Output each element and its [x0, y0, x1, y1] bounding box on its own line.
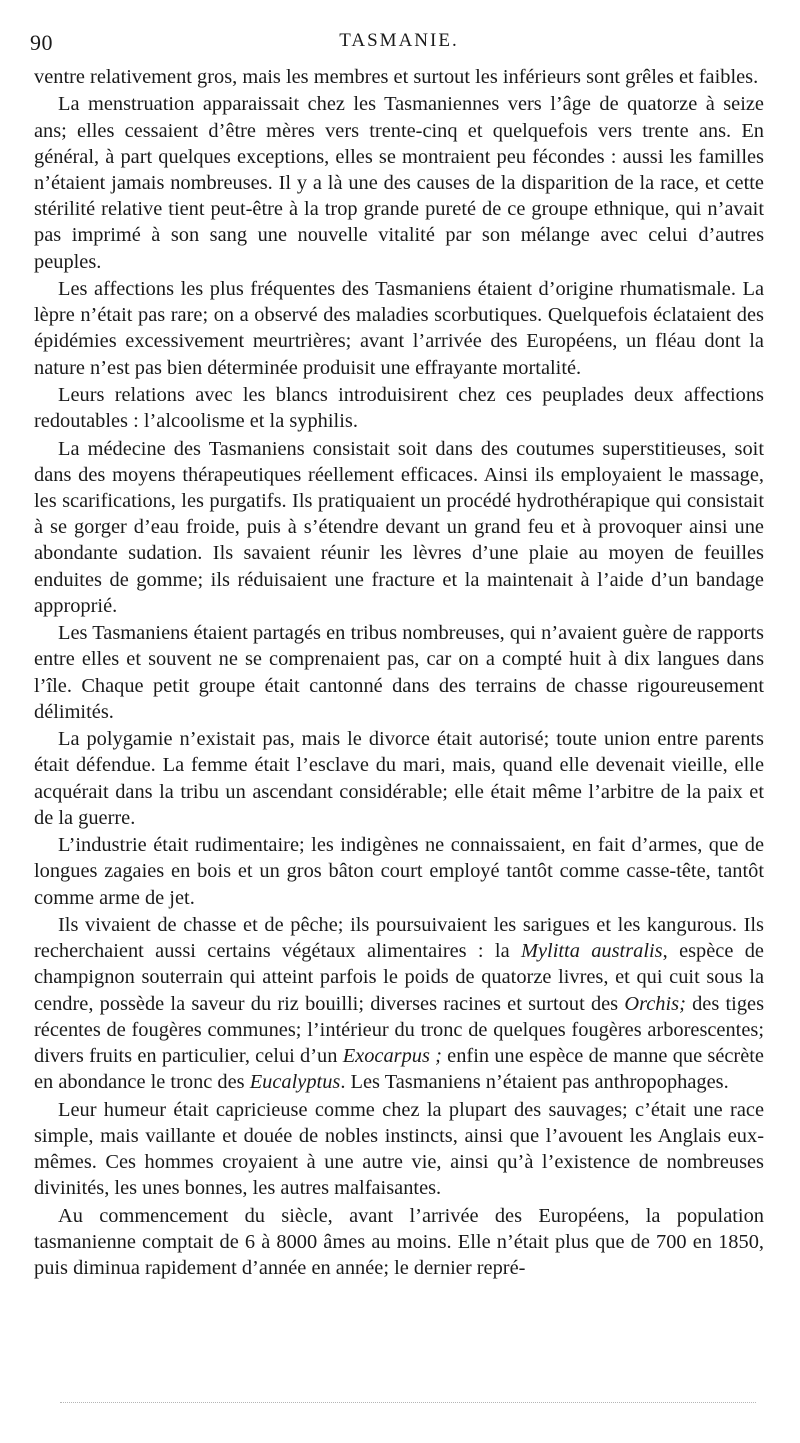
body-text [34, 64, 764, 1282]
text-run: Les Tasmaniens étaient partagés en tribus nombreuses, qui n’avaient guère de rapports entre elles et souvent ne se comprenaient pas, car on a compté huit à dix langues dans l’île. Chaque petit groupe était cantonné dans des terrains de chasse rigoureusement délimités. [34, 622, 764, 723]
paragraph [34, 726, 764, 831]
text-run: La médecine des Tasmaniens consistait soit dans des coutumes superstitieuses, soit dans des moyens thérapeutiques réellement efficaces. Ainsi ils employaient le massage, les scarifications, les purgatifs. Ils pratiquaient un procédé hydrothérapique qui consistait à se gorger d’eau froide, puis à s’étendre devant un grand feu et à provoquer ainsi une abondante sudation. Ils savaient réunir les lèvres d’une plaie au moyen de feuilles enduites de gomme; ils réduisaient une fracture et la maintenait à l’aide d’un bandage approprié. [34, 437, 764, 617]
text-run: L’industrie était rudimentaire; les indigènes ne connaissaient, en fait d’armes, que de longues zagaies en bois et un gros bâton court employé tantôt comme casse-tête, tantôt comme arme de jet. [34, 834, 764, 909]
text-run: enfin une espèce de manne que sécrète en abondance le tronc des [34, 1045, 764, 1094]
page-header [30, 30, 768, 58]
paragraph [34, 64, 764, 90]
italic-term: Exocarpus ; [342, 1045, 442, 1068]
paragraph [34, 1097, 764, 1202]
page-number: 90 [30, 30, 53, 55]
text-run: . Les Tasmaniens n’étaient pas anthropophages. [340, 1071, 729, 1094]
paragraph [34, 276, 764, 381]
text-run: des tiges récentes de fougères communes; l’intérieur du tronc de quelques fougères arborescentes; divers fruits en particulier, celui d’un [34, 992, 765, 1068]
text-run: , espèce de champignon souterrain qui atteint parfois le poids de quatorze livres, et qui cuit sous la cendre, possède la saveur du riz bouilli; diverses racines et surtout des [34, 940, 764, 1015]
italic-term: Mylitta australis [521, 940, 663, 963]
text-run: La polygamie n’existait pas, mais le divorce était autorisé; toute union entre parents était défendue. La femme était l’esclave du mari, mais, quand elle devenait vieille, elle acquérait dans la tribu un ascendant considérable; elle était même l’arbitre de la paix et de la guerre. [34, 728, 764, 829]
text-run: Au commencement du siècle, avant l’arrivée des Européens, la population tasmanienne comptait de 6 à 8000 âmes au moins. Elle n’était plus que de 700 en 1850, puis diminua rapidement d’année en année; le dernier repré- [34, 1204, 764, 1280]
paragraph [34, 912, 764, 1095]
text-run: La menstruation apparaissait chez les Tasmaniennes vers l’âge de quatorze à seize ans; elles cessaient d’être mères vers trente-cinq et quelquefois vers trente ans. En général, à part quelques exceptions, elles se montraient peu fécondes : aussi les familles n’étaient jamais nombreuses. Il y a là une des causes de la disparition de la race, et cette stérilité relative tient peut-être à la trop grande pureté de ce groupe ethnique, qui n’avait pas imprimé à son sang une nouvelle vitalité par son mélange avec celui d’autres peuples. [34, 93, 764, 273]
paragraph [34, 382, 764, 434]
text-run: Ils vivaient de chasse et de pêche; ils poursuivaient les sarigues et les kangurous. Ils recherchaient aussi certains végétaux alimentaires : la [34, 914, 764, 963]
text-run: ventre relativement gros, mais les membres et surtout les inférieurs sont grêles et faibles. [34, 66, 759, 88]
bleed-through-trace [60, 1402, 756, 1405]
paragraph [34, 832, 764, 911]
running-title: TASMANIE. [339, 30, 459, 51]
paragraph [34, 91, 764, 274]
italic-term: Orchis; [624, 992, 686, 1015]
text-run: Leur humeur était capricieuse comme chez la plupart des sauvages; c’était une race simple, mais vaillante et douée de nobles instincts, ainsi que l’avouent les Anglais eux-mêmes. Ces hommes croyaient à une autre vie, ainsi qu’à l’existence de nombreuses divinités, les unes bonnes, les autres malfaisantes. [34, 1098, 764, 1200]
italic-term: Eucalyptus [249, 1071, 341, 1094]
paragraph [34, 1203, 764, 1282]
text-run: Leurs relations avec les blancs introduisirent chez ces peuplades deux affections redoutables : l’alcoolisme et la syphilis. [34, 384, 764, 433]
paragraph [34, 620, 764, 725]
text-run: Les affections les plus fréquentes des Tasmaniens étaient d’origine rhumatismale. La lèpre n’était pas rare; on a observé des maladies scorbutiques. Quelquefois éclataient des épidémies excessivement meurtrières; avant l’arrivée des Européens, un fléau dont la nature n’est pas bien déterminée produisit une effrayante mortalité. [34, 278, 764, 379]
paragraph [34, 436, 764, 619]
